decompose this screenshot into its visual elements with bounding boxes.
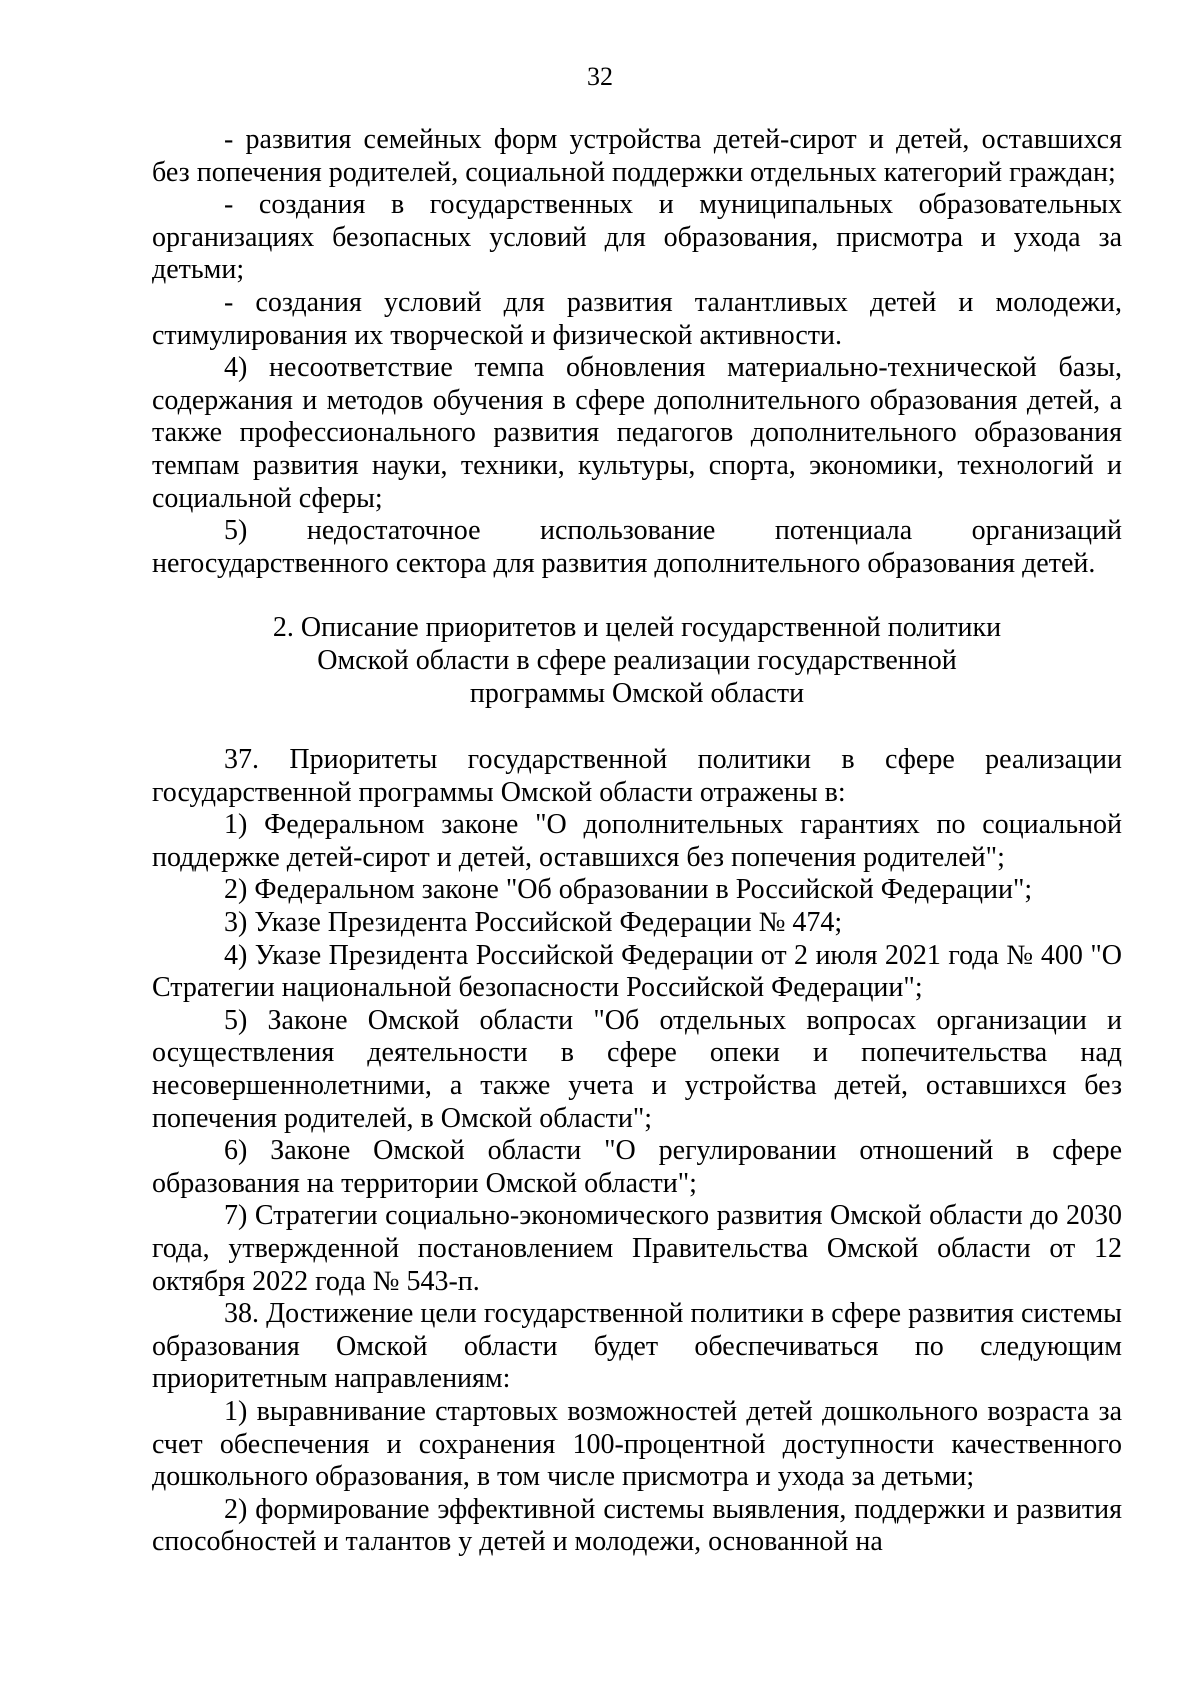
page-number: 32: [587, 62, 613, 91]
paragraph: 4) Указе Президента Российской Федерации от 2 июля 2021 года № 400 "О Стратегии национальной безопасности Российской Федерации";: [152, 939, 1122, 1004]
paragraph: 6) Законе Омской области "О регулировании отношений в сфере образования на территории Омской области";: [152, 1135, 1122, 1199]
paragraph: 5) Законе Омской области "Об отдельных вопросах организации и осуществления деятельности в сфере опеки и попечительства над несовершеннолетними, а также учета и устройства детей, оставшихся без попечения родителей, в Омской области";: [152, 1004, 1122, 1134]
paragraph: 2) Федеральном законе "Об образовании в Российской Федерации";: [224, 874, 1033, 906]
paragraph: 37. Приоритеты государственной политики в сфере реализации государственной программы Омской области отражены в:: [152, 744, 1122, 808]
paragraph: - создания в государственных и муниципальных образовательных организациях безопасных условий для образования, присмотра и ухода за детьми;: [152, 189, 1122, 286]
section-heading: [152, 612, 1122, 710]
paragraph: - создания условий для развития талантливых детей и молодежи, стимулирования их творческой и физической активности.: [152, 286, 1122, 351]
section-heading-line: программы Омской области: [469, 677, 805, 709]
paragraph: 2) формирование эффективной системы выявления, поддержки и развития способностей и талантов у детей и молодежи, основанной на: [152, 1493, 1122, 1558]
section-heading-line: Омской области в сфере реализации государственной: [317, 644, 957, 676]
paragraph: 5) недостаточное использование потенциала организаций негосударственного сектора для развития дополнительного образования детей.: [152, 515, 1122, 579]
paragraph: 7) Стратегии социально-экономического развития Омской области до 2030 года, утвержденной постановлением Правительства Омской области от 12 октября 2022 года № 543-п.: [152, 1200, 1122, 1297]
paragraph: 38. Достижение цели государственной политики в сфере развития системы образования Омской области будет обеспечиваться по следующим приоритетным направлениям:: [152, 1298, 1122, 1395]
paragraph: 3) Указе Президента Российской Федерации № 474;: [224, 907, 843, 939]
document-body: [152, 124, 1122, 1559]
paragraph: 1) Федеральном законе "О дополнительных гарантиях по социальной поддержке детей-сирот и детей, оставшихся без попечения родителей";: [152, 809, 1122, 873]
section-heading-line: 2. Описание приоритетов и целей государственной политики: [272, 612, 1002, 644]
paragraph: 4) несоответствие темпа обновления материально-технической базы, содержания и методов обучения в сфере дополнительного образования детей, а также профессионального развития педагогов дополнительного образования темпам развития науки, техники, культуры, спорта, экономики, технологий и социальной сферы;: [152, 352, 1122, 514]
paragraph: - развития семейных форм устройства детей-сирот и детей, оставшихся без попечения родителей, социальной поддержки отдельных категорий граждан;: [152, 124, 1122, 188]
paragraph: 1) выравнивание стартовых возможностей детей дошкольного возраста за счет обеспечения и сохранения 100-процентной доступности качественного дошкольного образования, в том числе присмотра и ухода за детьми;: [152, 1395, 1122, 1493]
